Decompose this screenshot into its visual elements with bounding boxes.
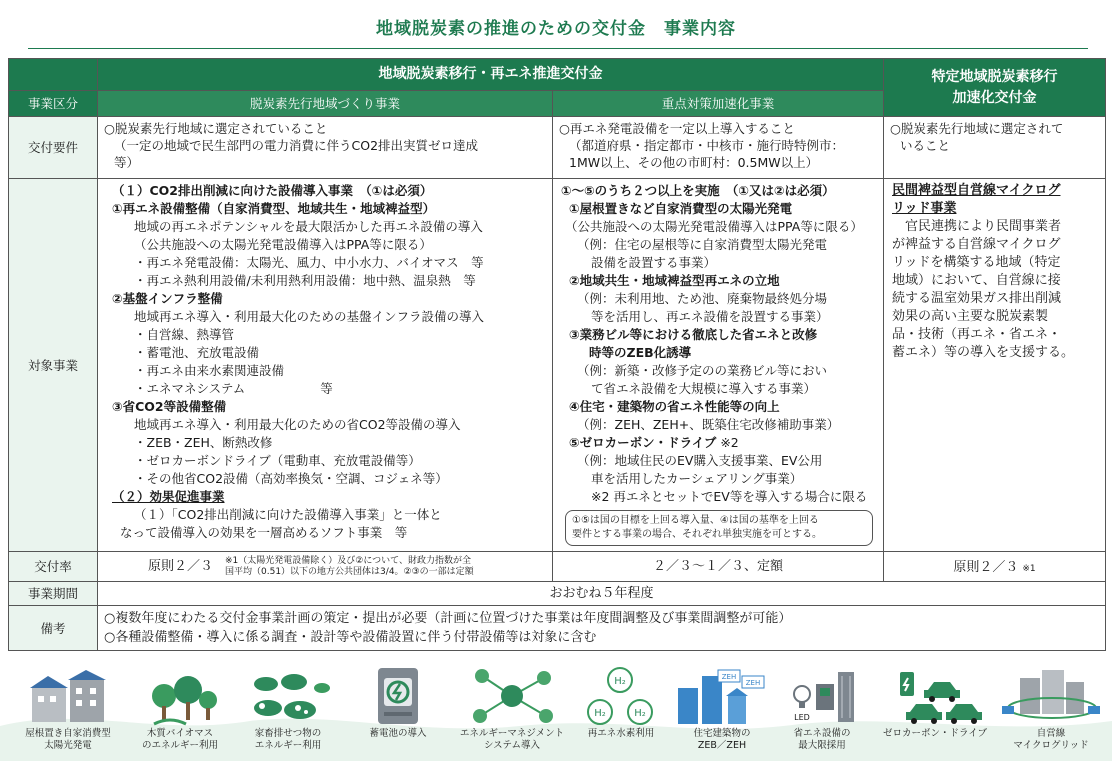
icon-label-microgrid-1: 自営線 (1036, 728, 1066, 739)
program-table (8, 58, 1106, 651)
zeb-zeh-icon (672, 666, 772, 728)
h2-text-2: H₂ (594, 708, 606, 719)
page-title: 地域脱炭素の推進のための交付金 事業内容 (376, 19, 736, 39)
t1-item3-title: ③省CO2等設備整備 (112, 399, 227, 414)
t1-heading: （１）CO2排出削減に向けた設備導入事業 （①は必須） (112, 183, 433, 198)
rate-col3 (884, 552, 1106, 582)
m-desc5: 続する温室効果ガス排出削減 (892, 291, 1062, 306)
req1-line1: ○脱炭素先行地域に選定されていること (104, 121, 328, 136)
icon-label-led-2: 最大限採用 (798, 740, 846, 751)
zeh-text-2: ZEH (745, 679, 761, 687)
t2-desc2: なって設備導入の効果を一層高めるソフト事業 等 (120, 525, 408, 540)
remarks-line1: ○複数年度にわたる交付金事業計画の策定・提出が必要（計画に位置づけた事業は年度間調整及び事業間調整が可能） (104, 611, 792, 626)
col1-header: 脱炭素先行地域づくり事業 (98, 91, 553, 117)
k-item1-ex1: （例：住宅の屋根等に自家消費型太陽光発電 (577, 237, 828, 252)
icon-label-energy-management-2: システム導入 (483, 740, 541, 751)
icon-label-led-1: 省エネ設備の (793, 728, 851, 739)
icon-item-led (782, 666, 862, 752)
woody-biomass-icon (130, 666, 230, 728)
t1-item2-b2: ・蓄電池、充放電設備 (134, 345, 260, 360)
req3-line2: いること (900, 138, 951, 153)
rate-col1-note2: 国平均（0.51）以下の地方公共団体は3/4。②③の一部は定額 (225, 566, 474, 577)
t1-item1-note: （公共施設への太陽光発電設備導入はPPA等に限る） (134, 237, 432, 252)
header-group2-line1: 特定地域脱炭素移行 (931, 68, 1058, 85)
h2-text-1: H₂ (614, 676, 626, 687)
icon-item-hydrogen (578, 666, 664, 740)
icon-label-rooftop-solar-2: 太陽光発電 (44, 740, 92, 751)
t1-item3-b2: ・ゼロカーボンドライブ（電動車、充放電設備等） (134, 453, 421, 468)
req2-line1: ○再エネ発電設備を一定以上導入すること (559, 121, 795, 136)
energy-management-icon (452, 666, 572, 728)
target-label: 対象事業 (9, 179, 98, 552)
k-heading: ①～⑤のうち２つ以上を実施 （①又は②は必須） (561, 183, 835, 198)
k-item2-ex1: （例：未利用地、ため池、廃棄物最終処分場 (577, 291, 828, 306)
icon-item-zeb-zeh (672, 666, 772, 752)
icon-item-woody-biomass (130, 666, 230, 752)
k-item1-title: ①屋根置きなど自家消費型の太陽光発電 (569, 201, 793, 216)
rate-col1-main: 原則２／３ (148, 559, 214, 574)
microgrid-icon (996, 666, 1106, 728)
icon-item-microgrid (996, 666, 1106, 752)
rate-col1 (98, 552, 553, 582)
t1-item2-desc: 地域再エネ導入・利用最大化のための基盤インフラ設備の導入 (134, 309, 485, 324)
t1-item1-b1: ・再エネ発電設備：太陽光、風力、中小水力、バイオマス 等 (134, 255, 484, 270)
led-text: LED (794, 713, 810, 722)
requirement-label: 交付要件 (9, 117, 98, 179)
header-group2-line2: 加速化交付金 (952, 89, 1037, 106)
icon-item-battery (348, 666, 448, 740)
icon-label-hydrogen-1: 再エネ水素利用 (587, 728, 655, 739)
k-item3-title2: 時等のZEB化誘導 (589, 345, 692, 360)
target-col3 (884, 179, 1106, 552)
m-desc4: 地域）において、自営線に接 (892, 273, 1061, 288)
m-desc1: 官民連携により民間事業者 (892, 219, 1062, 234)
rate-col1-note (225, 556, 474, 578)
req2-line3: 1MW以上、その他の市町村：0.5MW以上） (569, 155, 819, 170)
rate-label: 交付率 (9, 552, 98, 582)
k-item5-note: ※2 再エネとセットでEV等を導入する場合に限る (591, 489, 868, 504)
icon-label-zeb-zeh-2: ZEB／ZEH (697, 740, 747, 751)
m-title2: リッド事業 (892, 201, 957, 216)
k-item1-ex2: 設備を設置する事業） (591, 255, 717, 270)
t1-item3-b1: ・ZEB・ZEH、断熱改修 (134, 435, 273, 450)
m-desc6: 効果の高い主要な脱炭素製 (892, 309, 1049, 324)
m-desc7: 品・技術（再エネ・省エネ・ (892, 327, 1062, 342)
m-desc8: 蓄エネ）等の導入を支援する。 (892, 345, 1075, 360)
zero-carbon-drive-icon (880, 666, 990, 728)
hydrogen-icon (578, 666, 664, 728)
remarks-label: 備考 (9, 606, 98, 651)
k-item5-title-row (561, 434, 879, 452)
k-item2-ex2: 等を活用し、再エネ設備を設置する事業） (591, 309, 829, 324)
t1-item2-b3: ・再エネ由来水素関連設備 (134, 363, 285, 378)
rate-col1-note1: ※1（太陽光発電設備除く）及び②について、財政力指数が全 (225, 555, 471, 566)
t1-item2-b4: ・エネマネシステム 等 (134, 381, 333, 396)
k-footnote-line1: ①⑤は国の目標を上回る導入量、④は国の基準を上回る (572, 515, 819, 526)
category-label: 事業区分 (9, 91, 98, 117)
t1-item3-desc: 地域再エネ導入・利用最大化のための省CO2等設備の導入 (134, 417, 461, 432)
livestock-icon (238, 666, 338, 728)
h2-text-3: H₂ (634, 708, 646, 719)
icon-strip (0, 666, 1112, 761)
t1-item2-title: ②基盤インフラ整備 (112, 291, 223, 306)
col2-header: 重点対策加速化事業 (553, 91, 884, 117)
rate-col3-main: 原則２／３ (953, 559, 1019, 575)
icon-item-zero-carbon-drive (880, 666, 990, 740)
req2-line2: （都道府県・指定都市・中核市・施行時特例市： (569, 138, 845, 153)
header-blank (9, 59, 98, 91)
remarks-line2: ○各種設備整備・導入に係る調査・設計等や設備設置に伴う付帯設備等は対象に含む (104, 630, 597, 645)
led-icon (782, 666, 862, 728)
icon-label-woody-biomass-1: 木質バイオマス (146, 728, 214, 739)
requirement-col3 (884, 117, 1106, 179)
k-item2-title: ②地域共生・地域裨益型再エネの立地 (569, 273, 780, 288)
m-desc3: リッドを構築する地域（特定 (892, 255, 1061, 270)
icon-item-livestock (238, 666, 338, 752)
k-item4-title: ④住宅・建築物の省エネ性能等の向上 (569, 399, 780, 414)
t2-desc1: （１）「CO2排出削減に向けた設備導入事業」と一体と (134, 507, 442, 522)
zeh-text-1: ZEH (721, 673, 737, 681)
req1-line2: （一定の地域で民生部門の電力消費に伴うCO2排出実質ゼロ達成 (114, 138, 479, 153)
k-item3-title1: ③業務ビル等における徹底した省エネと改修 (569, 327, 818, 342)
m-title1: 民間裨益型自営線マイクログ (892, 183, 1061, 198)
k-item5-ex2: 車を活用したカーシェアリング事業） (591, 471, 803, 486)
icon-label-microgrid-2: マイクログリッド (1013, 740, 1089, 751)
target-col1 (98, 179, 553, 552)
icon-label-zeb-zeh-1: 住宅建築物の (693, 728, 751, 739)
k-footnote-line2: 要件とする事業の場合、それぞれ単独実施を可とする。 (572, 529, 822, 540)
rooftop-solar-icon (18, 666, 118, 728)
battery-icon (348, 666, 448, 728)
requirement-col2 (553, 117, 884, 179)
req1-line3: 等） (114, 155, 140, 170)
k-item3-ex2: て省エネ設備を大規模に導入する事業） (591, 381, 817, 396)
icon-label-livestock-1: 家畜排せつ物の (254, 728, 322, 739)
period-label: 事業期間 (9, 582, 98, 606)
k-item5-ex1: （例：地域住民のEV購入支援事業、EV公用 (577, 453, 823, 468)
icon-item-energy-management (452, 666, 572, 752)
icon-label-rooftop-solar-1: 屋根置き自家消費型 (25, 728, 111, 739)
icon-label-energy-management-1: エネルギーマネジメント (459, 728, 565, 739)
req3-line1: ○脱炭素先行地域に選定されて (890, 121, 1064, 136)
icon-item-rooftop-solar (18, 666, 118, 752)
icon-label-woody-biomass-2: のエネルギー利用 (141, 740, 218, 751)
target-col2 (553, 179, 884, 552)
remarks-cell (98, 606, 1106, 651)
m-desc2: が裨益する自営線マイクログ (892, 237, 1061, 252)
rate-col3-note: ※1 (1022, 563, 1036, 574)
header-group1: 地域脱炭素移行・再エネ推進交付金 (98, 59, 884, 91)
rate-col2: ２／３～１／３、定額 (553, 552, 884, 582)
icon-label-zero-carbon-drive-1: ゼロカーボン・ドライブ (883, 728, 987, 739)
k-item5-note-ref: ※2 (720, 435, 739, 450)
k-item3-ex1: （例：新築・改修予定のの業務ビル等におい (577, 363, 828, 378)
icon-label-battery-1: 蓄電池の導入 (369, 728, 427, 739)
t1-item1-desc: 地域の再エネポテンシャルを最大限活かした再エネ設備の導入 (134, 219, 483, 234)
k-item1-note: （公共施設への太陽光発電設備導入はPPA等に限る） (565, 219, 863, 234)
t1-item2-b1: ・自営線、熱導管 (134, 327, 235, 342)
k-item5-title: ⑤ゼロカーボン・ドライブ (569, 435, 717, 450)
t2-heading: （２）効果促進事業 (112, 489, 225, 504)
requirement-col1 (98, 117, 553, 179)
icon-label-livestock-2: エネルギー利用 (254, 740, 322, 751)
period-value: おおむね５年程度 (98, 582, 1106, 606)
title-divider (28, 48, 1088, 49)
k-item4-ex1: （例：ZEH、ZEH+、既築住宅改修補助事業） (577, 417, 840, 432)
header-group2 (884, 59, 1106, 117)
t1-item1-title: ①再エネ設備整備（自家消費型、地域共生・地域裨益型） (112, 201, 436, 216)
k-footnote-box (565, 510, 873, 546)
t1-item1-b2: ・再エネ熱利用設備/未利用熱利用設備：地中熱、温泉熱 等 (134, 273, 476, 288)
t1-item3-b3: ・その他省CO2設備（高効率換気・空調、コジェネ等） (134, 471, 448, 486)
